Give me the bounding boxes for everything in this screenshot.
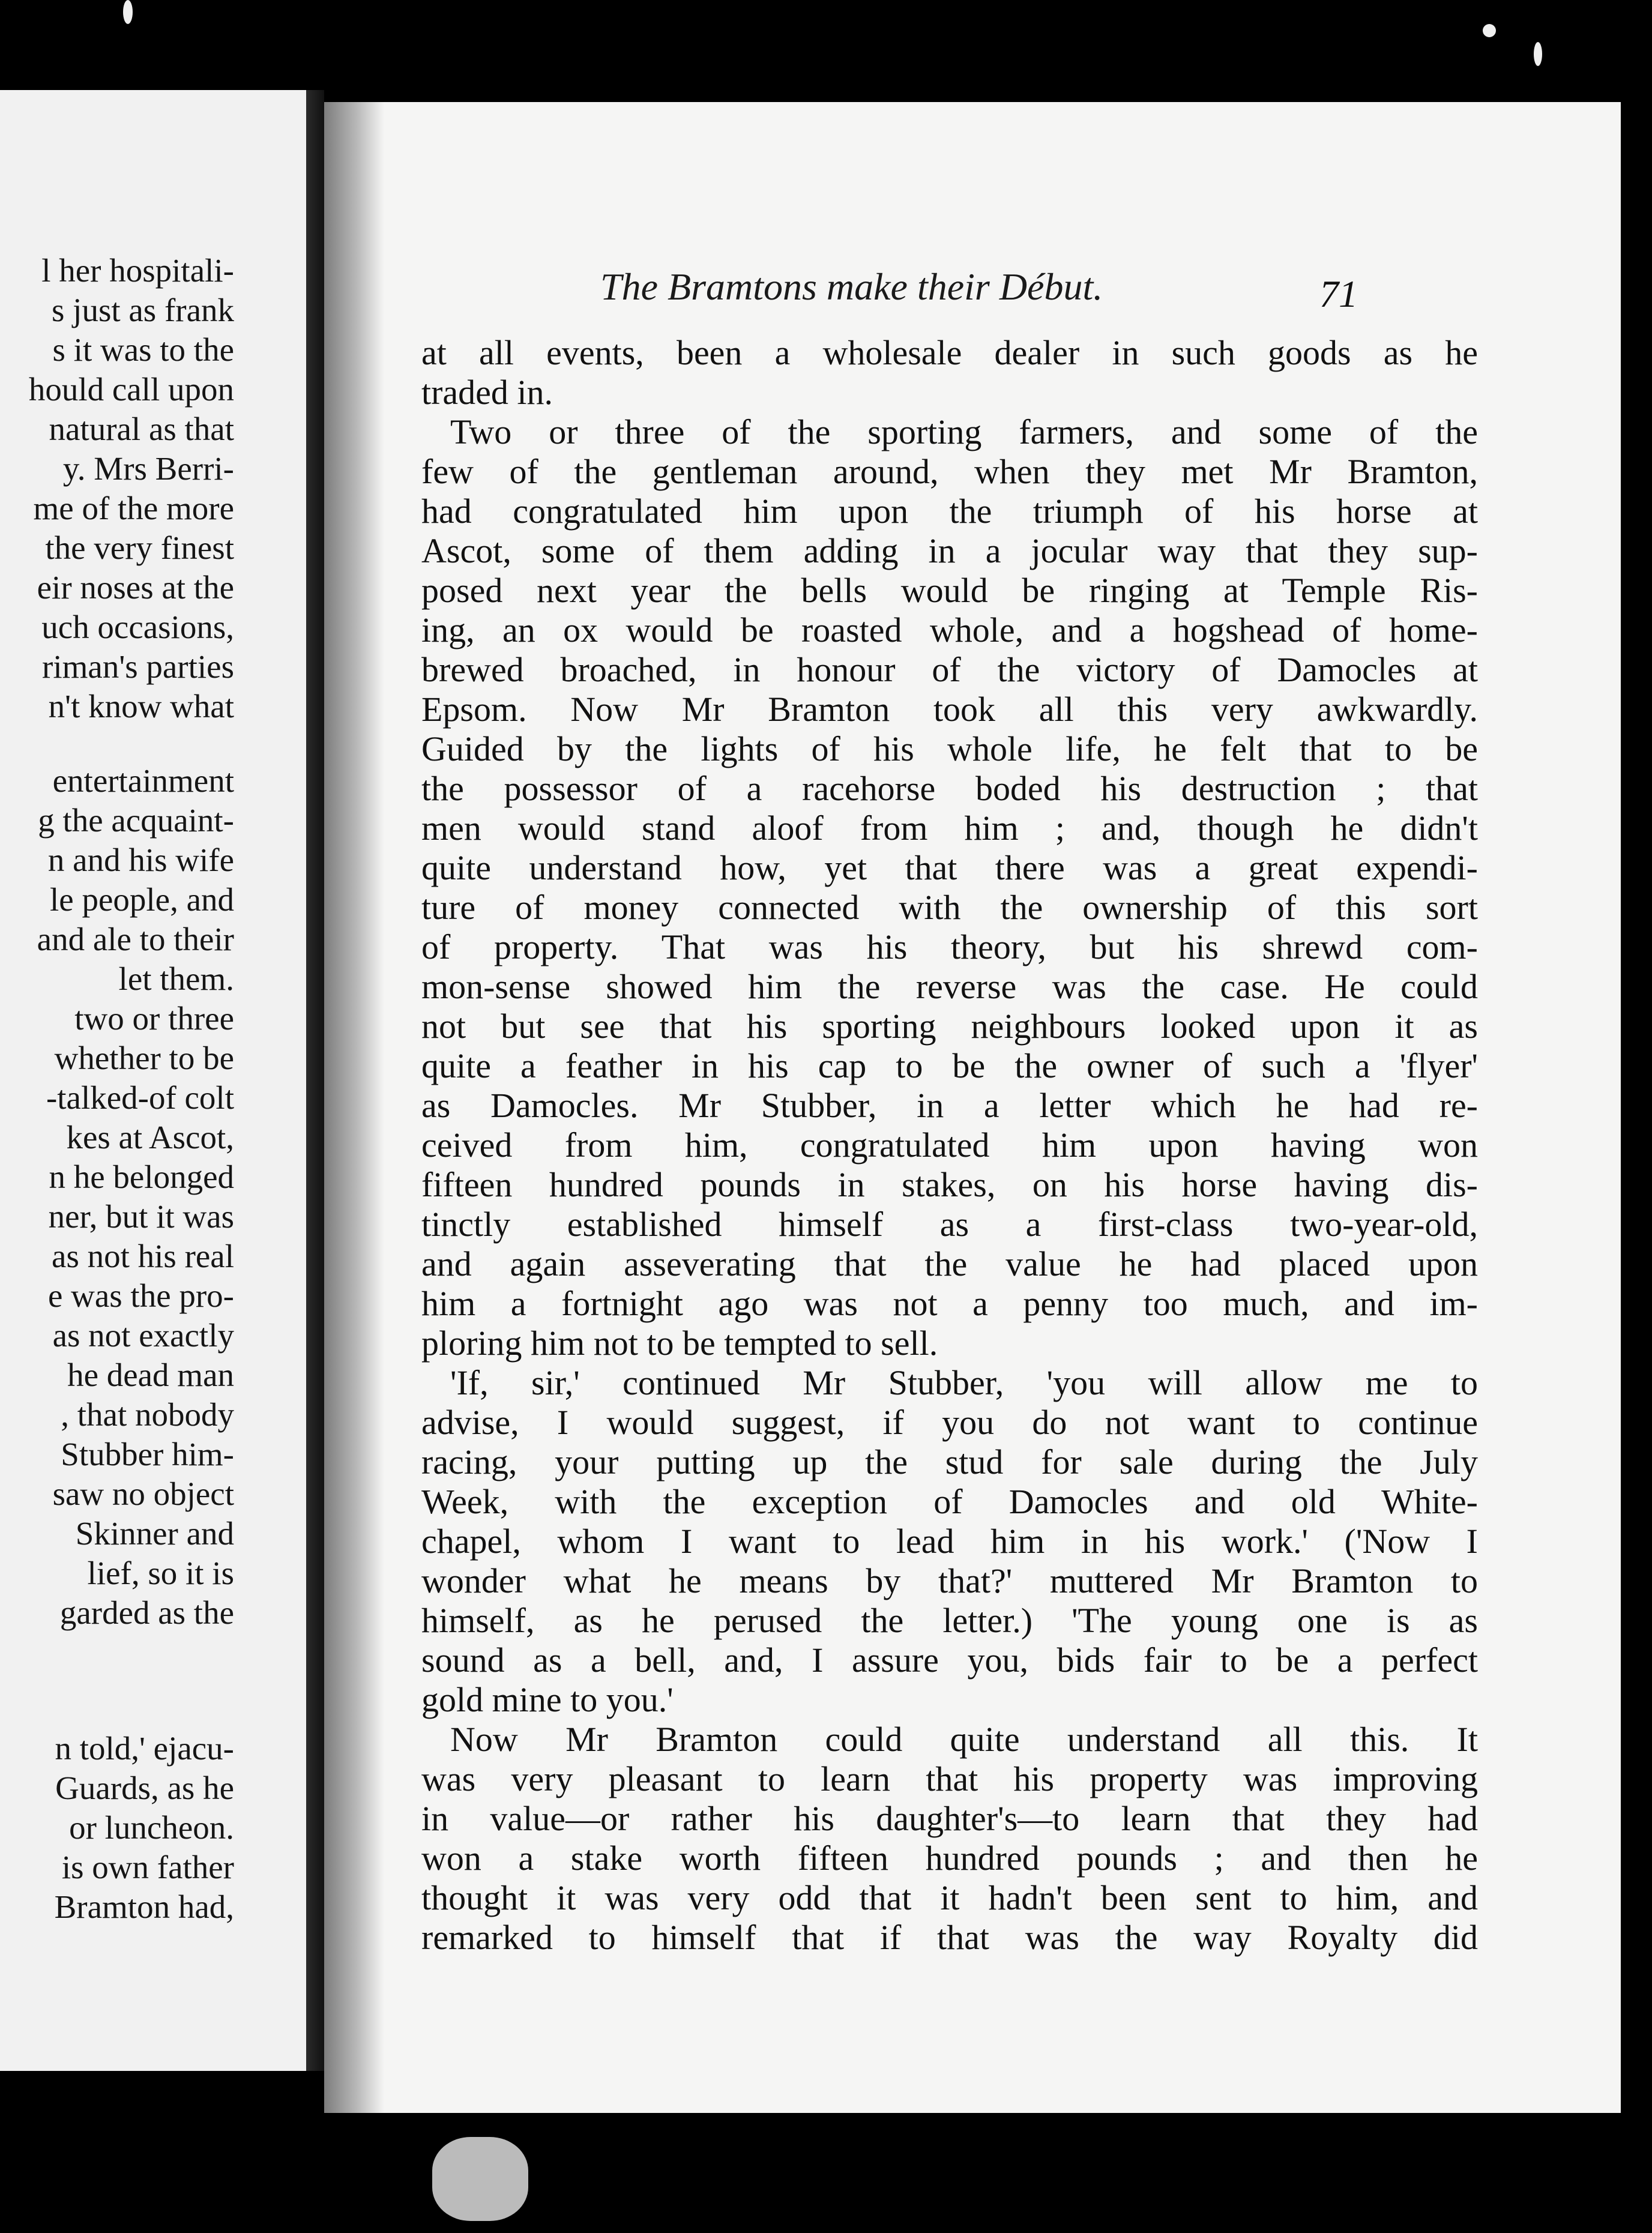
text-line: wonder what he means by that?' muttered Mr Bramton to — [421, 1561, 1478, 1600]
facing-page-line: as not exactly — [52, 1317, 234, 1354]
facing-page-line: let them. — [118, 960, 234, 997]
running-head-title: The Bramtons make their Début. — [600, 265, 1103, 308]
facing-page-line: s it was to the — [52, 331, 234, 368]
facing-page-line: he dead man — [67, 1357, 234, 1393]
text-line: Guided by the lights of his whole life, he felt that to be — [421, 729, 1478, 768]
text-line: quite understand how, yet that there was a great expendi- — [421, 848, 1478, 887]
facing-page-line: eir noses at the — [37, 569, 234, 606]
facing-page-line: garded as the — [59, 1594, 234, 1631]
facing-page-line: , that nobody — [61, 1396, 234, 1433]
text-line: quite a feather in his cap to be the owner of such a 'flyer' — [421, 1046, 1478, 1085]
facing-page-line: the very finest — [45, 529, 234, 566]
scan-speck — [1483, 24, 1496, 37]
facing-page-line: kes at Ascot, — [66, 1119, 234, 1156]
facing-page-fragment — [0, 90, 306, 2071]
text-line: ture of money connected with the ownership of this sort — [421, 888, 1478, 927]
text-line: mon-sense showed him the reverse was the case. He could — [421, 967, 1478, 1006]
facing-page-line: and ale to their — [37, 921, 234, 957]
facing-page-line: is own father — [61, 1849, 234, 1885]
facing-page-line: -talked-of colt — [46, 1079, 234, 1116]
text-line: ploring him not to be tempted to sell. — [421, 1324, 938, 1363]
text-line: men would stand aloof from him ; and, though he didn't — [421, 809, 1478, 848]
text-line: fifteen hundred pounds in stakes, on his horse having dis- — [421, 1165, 1478, 1204]
facing-page-line: as not his real — [52, 1238, 234, 1274]
scan-speck — [123, 0, 133, 24]
facing-page-line: n't know what — [48, 688, 234, 725]
facing-page-line: saw no object — [52, 1475, 234, 1512]
body-text — [421, 333, 1478, 1957]
text-line: him a fortnight ago was not a penny too much, and im- — [421, 1284, 1478, 1323]
text-line: himself, as he perused the letter.) 'The young one is as — [421, 1601, 1478, 1640]
page-gutter — [306, 90, 324, 2071]
facing-page-line: entertainment — [52, 762, 234, 799]
scan-smudge — [432, 2137, 528, 2221]
facing-page-line: hould call upon — [28, 371, 234, 408]
text-line: was very pleasant to learn that his property was improving — [421, 1759, 1478, 1798]
facing-page-line: Stubber him- — [61, 1436, 234, 1472]
facing-page-line: whether to be — [54, 1040, 234, 1076]
facing-page-line: n he belonged — [49, 1159, 234, 1195]
text-line: thought it was very odd that it hadn't been sent to him, and — [421, 1878, 1478, 1917]
text-line: remarked to himself that if that was the way Royalty did — [421, 1918, 1478, 1957]
text-line: sound as a bell, and, I assure you, bids fair to be a perfect — [421, 1641, 1478, 1680]
facing-page-line: Bramton had, — [54, 1888, 234, 1925]
facing-page-line: e was the pro- — [47, 1277, 234, 1314]
text-line: racing, your putting up the stud for sale during the July — [421, 1442, 1478, 1481]
book-page — [324, 102, 1621, 2113]
text-line: ing, an ox would be roasted whole, and a hogshead of home- — [421, 610, 1478, 649]
text-line: gold mine to you.' — [421, 1680, 674, 1719]
facing-page-line: y. Mrs Berri- — [62, 450, 234, 487]
facing-page-line: n and his wife — [47, 842, 234, 878]
text-line: in value—or rather his daughter's—to learn that they had — [421, 1799, 1478, 1838]
facing-page-line: uch occasions, — [41, 609, 234, 645]
text-line: the possessor of a racehorse boded his destruction ; that — [421, 769, 1478, 808]
facing-page-line: le people, and — [50, 881, 234, 918]
text-line: Week, with the exception of Damocles and old White- — [421, 1482, 1478, 1521]
facing-page-line: g the acquaint- — [38, 802, 234, 839]
facing-page-line: l her hospitali- — [41, 252, 234, 289]
scan-speck — [1534, 42, 1542, 66]
text-line: advise, I would suggest, if you do not want to continue — [421, 1403, 1478, 1442]
text-line: traded in. — [421, 373, 553, 412]
text-line: Epsom. Now Mr Bramton took all this very awkwardly. — [421, 690, 1478, 729]
text-line: at all events, been a wholesale dealer in such goods as he — [421, 333, 1478, 372]
text-line: brewed broached, in honour of the victory of Damocles at — [421, 650, 1478, 689]
facing-page-line: n told,' ejacu- — [55, 1730, 234, 1767]
facing-page-line: two or three — [74, 1000, 234, 1037]
text-line: posed next year the bells would be ringing at Temple Ris- — [421, 571, 1478, 610]
text-line: chapel, whom I want to lead him in his work.' ('Now I — [421, 1522, 1478, 1561]
facing-page-line: me of the more — [33, 490, 234, 526]
text-line: Ascot, some of them adding in a jocular way that they sup- — [421, 531, 1478, 570]
text-line: as Damocles. Mr Stubber, in a letter which he had re- — [421, 1086, 1478, 1125]
text-line: of property. That was his theory, but his shrewd com- — [421, 927, 1478, 966]
facing-page-line: lief, so it is — [87, 1555, 234, 1591]
facing-page-line: s just as frank — [52, 292, 234, 328]
text-line: won a stake worth fifteen hundred pounds ; and then he — [421, 1839, 1478, 1878]
binding-shadow — [324, 102, 384, 2113]
running-head — [600, 263, 1652, 311]
text-line: few of the gentleman around, when they met Mr Bramton, — [421, 452, 1478, 491]
facing-page-line: riman's parties — [42, 648, 234, 685]
facing-page-line: or luncheon. — [69, 1809, 234, 1846]
text-line: ceived from him, congratulated him upon having won — [421, 1126, 1478, 1165]
facing-page-line: natural as that — [49, 411, 234, 447]
facing-page-line: ner, but it was — [48, 1198, 234, 1235]
facing-page-line: Skinner and — [75, 1515, 234, 1552]
facing-page-line: Guards, as he — [55, 1770, 234, 1806]
text-line: Two or three of the sporting farmers, and some of the — [450, 412, 1478, 451]
text-line: tinctly established himself as a first-class two-year-old, — [421, 1205, 1478, 1244]
text-line: 'If, sir,' continued Mr Stubber, 'you will allow me to — [450, 1363, 1478, 1402]
text-line: had congratulated him upon the triumph of his horse at — [421, 492, 1478, 531]
text-line: not but see that his sporting neighbours looked upon it as — [421, 1007, 1478, 1046]
page-number: 71 — [1319, 273, 1358, 315]
text-line: Now Mr Bramton could quite understand all this. It — [450, 1720, 1478, 1759]
text-line: and again asseverating that the value he had placed upon — [421, 1244, 1478, 1283]
